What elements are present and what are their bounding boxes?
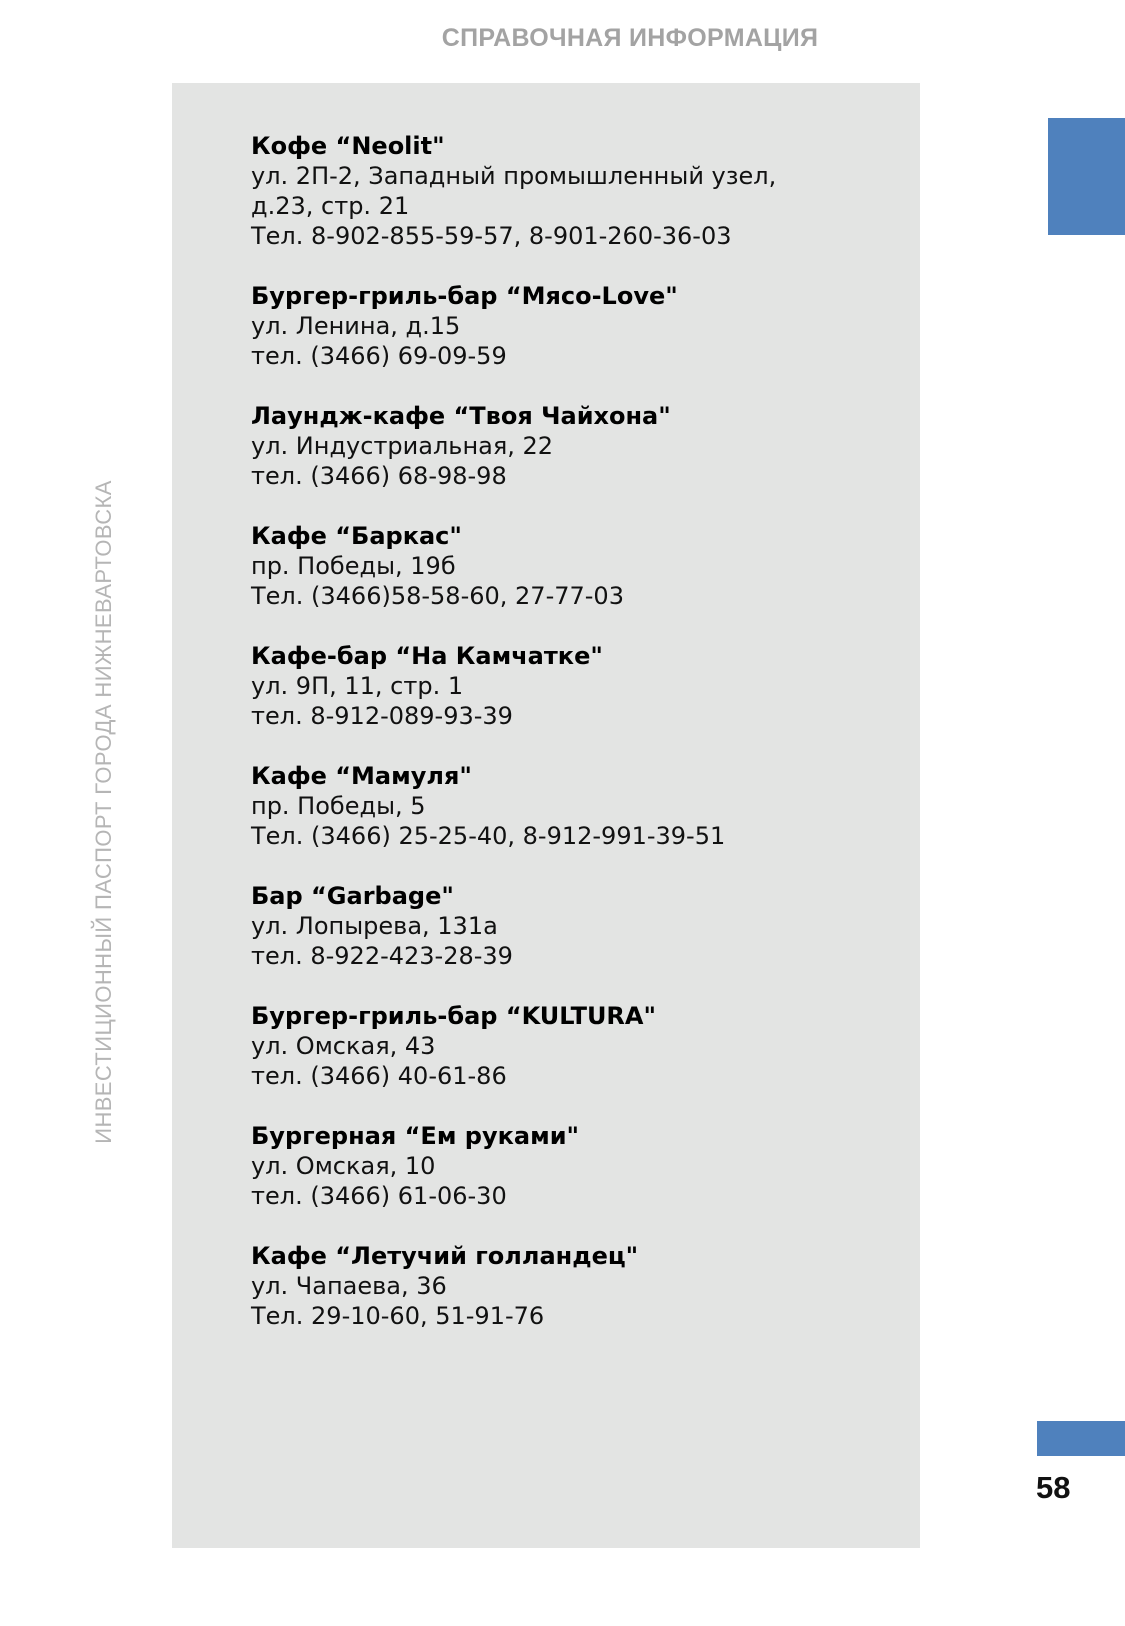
venue-address: ул. Чапаева, 36 [251,1272,447,1300]
page-number: 58 [1036,1470,1071,1505]
venue-name: Лаундж-кафе “Твоя Чайхона" [251,402,671,430]
venue-entry [251,641,911,731]
venue-name: Бар “Garbage" [251,882,454,910]
section-title: СПРАВОЧНАЯ ИНФОРМАЦИЯ [441,24,819,52]
venue-address: д.23, стр. 21 [251,192,410,220]
venue-address: ул. 9П, 11, стр. 1 [251,672,464,700]
venue-phone: тел. 8-912-089-93-39 [251,702,513,730]
venue-entry [251,1001,911,1091]
venue-address: ул. 2П-2, Западный промышленный узел, [251,162,777,190]
venue-address: пр. Победы, 5 [251,792,426,820]
venue-phone: тел. (3466) 68-98-98 [251,462,507,490]
venue-entry [251,1121,911,1211]
accent-tab-top [1048,118,1125,235]
venue-name: Кафе “Мамуля" [251,762,472,790]
venue-entry [251,521,911,611]
venue-address: ул. Индустриальная, 22 [251,432,554,460]
venue-phone: Тел. (3466) 25-25-40, 8-912-991-39-51 [251,822,726,850]
venue-address: ул. Омская, 10 [251,1152,436,1180]
venue-entry [251,281,911,371]
venue-name: Кофе “Neolit" [251,132,445,160]
venue-phone: Тел. (3466)58-58-60, 27-77-03 [251,582,624,610]
venue-name: Кафе “Баркас" [251,522,462,550]
venue-entry [251,881,911,971]
venue-name: Бургер-гриль-бар “Мясо-Love" [251,282,678,310]
venue-list [251,131,911,1361]
venue-entry [251,1241,911,1331]
venue-name: Бургерная “Ем руками" [251,1122,580,1150]
venue-phone: тел. (3466) 69-09-59 [251,342,507,370]
venue-phone: Тел. 8-902-855-59-57, 8-901-260-36-03 [251,222,732,250]
venue-name: Бургер-гриль-бар “KULTURA" [251,1002,656,1030]
venue-address: ул. Омская, 43 [251,1032,436,1060]
venue-address: пр. Победы, 19б [251,552,456,580]
accent-tab-bottom [1037,1421,1125,1456]
venue-name: Кафе-бар “На Камчатке" [251,642,603,670]
venue-address: ул. Ленина, д.15 [251,312,461,340]
venue-entry [251,401,911,491]
document-side-title: ИНВЕСТИЦИОННЫЙ ПАСПОРТ ГОРОДА НИЖНЕВАРТОВСКА [91,480,116,1144]
venue-phone: тел. (3466) 40-61-86 [251,1062,507,1090]
venue-phone: Тел. 29-10-60, 51-91-76 [251,1302,545,1330]
venue-phone: тел. (3466) 61-06-30 [251,1182,507,1210]
venue-phone: тел. 8-922-423-28-39 [251,942,513,970]
venue-address: ул. Лопырева, 131а [251,912,498,940]
content-panel [172,83,920,1548]
venue-name: Кафе “Летучий голландец" [251,1242,639,1270]
venue-entry [251,761,911,851]
venue-entry [251,131,911,251]
